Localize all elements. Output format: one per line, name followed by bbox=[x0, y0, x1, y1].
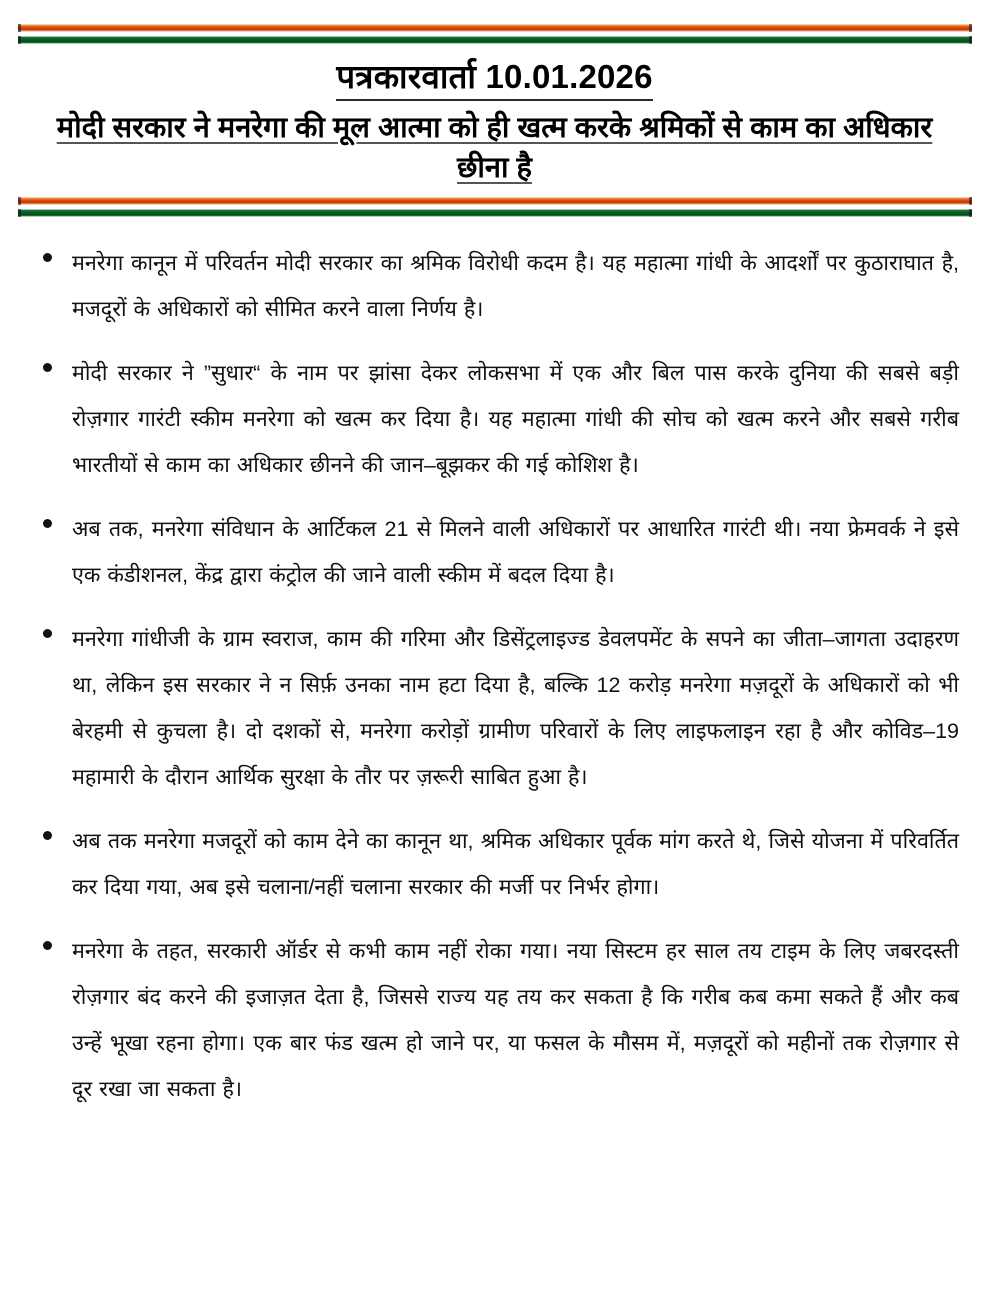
bullet-point-icon bbox=[43, 629, 52, 638]
press-note-page bbox=[0, 23, 989, 1302]
document-header bbox=[0, 45, 989, 188]
page-title: पत्रकारवार्ता 10.01.2026 bbox=[336, 59, 652, 101]
green-band-top bbox=[18, 36, 972, 44]
list-item bbox=[24, 240, 965, 332]
list-item bbox=[24, 818, 965, 910]
list-item bbox=[24, 506, 965, 598]
point-text: मोदी सरकार ने ”सुधार“ के नाम पर झांसा देकर लोकसभा में एक और बिल पास करके दुनिया की सबसे बड़ी रोज़गार गारंटी स्कीम मनरेगा को खत्म कर दिया है। यह महात्मा गांधी की सोच को खत्म करने और सबसे गरीब भारतीयों से काम का अधिकार छीनने की जान–बूझकर की गई कोशिश है। bbox=[72, 360, 959, 477]
page-subtitle: मोदी सरकार ने मनरेगा की मूल आत्मा को ही खत्म करके श्रमिकों से काम का अधिकार छीना है bbox=[56, 111, 933, 184]
point-text: अब तक, मनरेगा संविधान के आर्टिकल 21 से मिलने वाली अधिकारों पर आधारित गारंटी थी। नया फ्रेमवर्क ने इसे एक कंडीशनल, केंद्र द्वारा कंट्रोल की जाने वाली स्कीम में बदल दिया है। bbox=[72, 516, 959, 587]
point-text: अब तक मनरेगा मजदूरों को काम देने का कानून था, श्रमिक अधिकार पूर्वक मांग करते थे, जिसे योजना में परिवर्तित कर दिया गया, अब इसे चलाना/नहीं चलाना सरकार की मर्जी पर निर्भर होगा। bbox=[72, 828, 959, 899]
list-item bbox=[24, 928, 965, 1112]
tricolor-rule-top bbox=[18, 23, 972, 45]
saffron-band-top bbox=[18, 24, 972, 32]
point-text: मनरेगा कानून में परिवर्तन मोदी सरकार का श्रमिक विरोधी कदम है। यह महात्मा गांधी के आदर्शों पर कुठाराघात है, मजदूरों के अधिकारों को सीमित करने वाला निर्णय है। bbox=[72, 250, 959, 321]
bullet-point-icon bbox=[43, 363, 52, 372]
list-item bbox=[24, 350, 965, 488]
list-item bbox=[24, 616, 965, 800]
bullet-point-icon bbox=[43, 831, 52, 840]
document-body bbox=[0, 218, 989, 1112]
bullet-point-icon bbox=[43, 941, 52, 950]
tricolor-rule-bottom bbox=[18, 196, 972, 218]
point-text: मनरेगा के तहत, सरकारी ऑर्डर से कभी काम नहीं रोका गया। नया सिस्टम हर साल तय टाइम के लिए जबरदस्ती रोज़गार बंद करने की इजाज़त देता है, जिससे राज्य यह तय कर सकता है कि गरीब कब कमा सकते हैं और कब उन्हें भूखा रहना होगा। एक बार फंड खत्म हो जाने पर, या फसल के मौसम में, मज़दूरों को महीनों तक रोज़गार से दूर रखा जा सकता है। bbox=[72, 938, 959, 1101]
green-band-bottom bbox=[18, 209, 972, 217]
bullet-point-icon bbox=[43, 519, 52, 528]
saffron-band-bottom bbox=[18, 197, 972, 205]
point-text: मनरेगा गांधीजी के ग्राम स्वराज, काम की गरिमा और डिसेंट्रलाइज्ड डेवलपमेंट के सपने का जीता–जागता उदाहरण था, लेकिन इस सरकार ने न सिर्फ़ उनका नाम हटा दिया है, बल्कि 12 करोड़ मनरेगा मज़दूरों के अधिकारों को भी बेरहमी से कुचला है। दो दशकों से, मनरेगा करोड़ों ग्रामीण परिवारों के लिए लाइफलाइन रहा है और कोविड–19 महामारी के दौरान आर्थिक सुरक्षा के तौर पर ज़रूरी साबित हुआ है। bbox=[72, 626, 959, 789]
points-list bbox=[24, 240, 965, 1112]
bullet-point-icon bbox=[43, 253, 52, 262]
